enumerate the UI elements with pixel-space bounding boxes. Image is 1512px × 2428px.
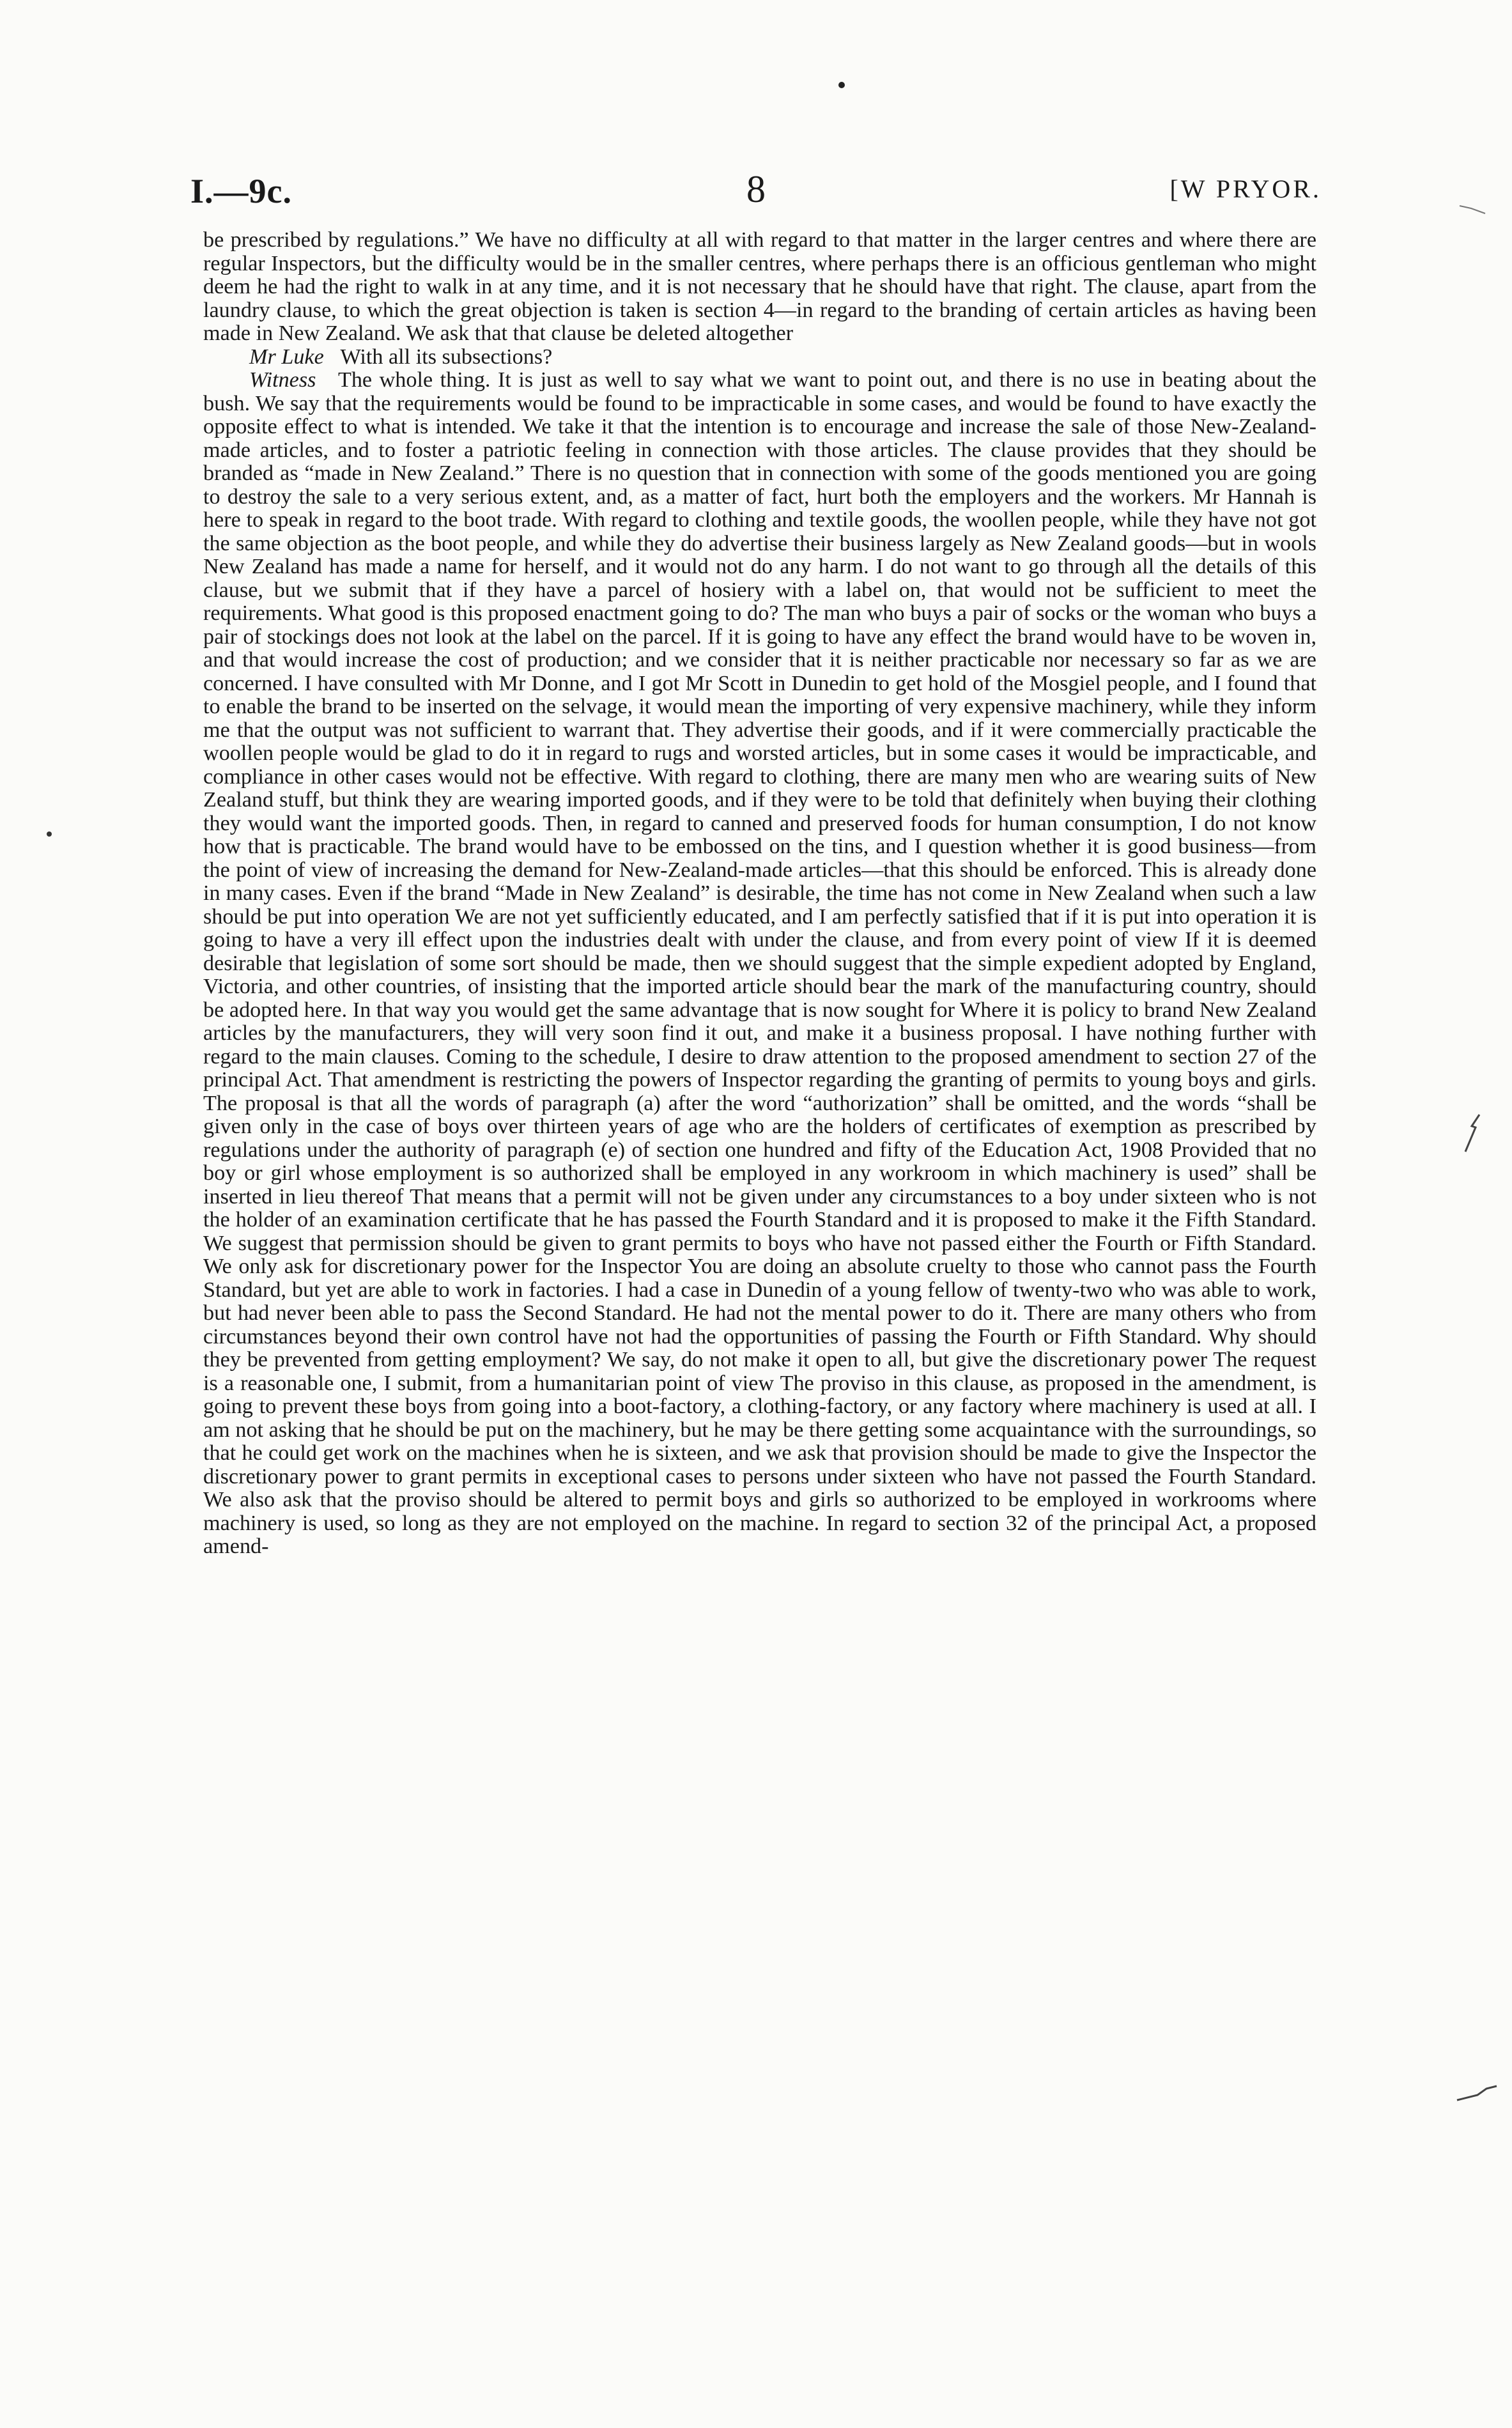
paragraph-text: With all its subsections? xyxy=(340,344,553,369)
paragraph xyxy=(203,369,1316,1559)
margin-tick-icon xyxy=(1460,1112,1486,1157)
body-text xyxy=(203,229,1316,1559)
paragraph-text: The whole thing. It is just as well to say what we want to point out, and there is no use in beating about the bush. We say that the requirements would be found to be impracticable in some cases, and would be found to have exactly the opposite effect to what is intended. We take it that the intention is to encourage and increase the sale of those New-Zealand-made articles, and to foster a patriotic feeling in connection with those articles. The clause provides that they should be branded as “made in New Zealand.” There is no question that in connection with some of the goods mentioned you are going to destroy the sale to a very serious extent, and, as a matter of fact, hurt both the employers and the workers. Mr Hannah is here to speak in regard to the boot trade. With regard to clothing and textile goods, the woollen people, while they have not got the same objection as the boot people, and while they do advertise their business largely as New Zealand goods—but in wools New Zealand has made a name for herself, and it would not do any harm. I do not want to go through all the details of this clause, but we submit that if they have a parcel of hosiery with a label on, that would not be sufficient to meet the requirements. What good is this proposed enactment going to do? The man who buys a pair of socks or the woman who buys a pair of stockings does not look at the label on the parcel. If it is going to have any effect the brand would have to be woven in, and that would increase the cost of production; and we consider that it is neither practicable nor necessary so far as we are concerned. I have consulted with Mr Donne, and I got Mr Scott in Dunedin to get hold of the Mosgiel people, and I found that to enable the brand to be inserted on the selvage, it would mean the importing of very expensive machinery, while they inform me that the output was not sufficient to warrant that. They advertise their goods, and if it were commercially practicable the woollen people would be glad to do it in regard to rugs and worsted articles, but in some cases it would be impracticable, and compliance in other cases would not be effective. With regard to clothing, there are many men who are wearing suits of New Zealand stuff, but think they are wearing imported goods, and if they were to be told that definitely when buying their clothing they would want the imported goods. Then, in regard to canned and preserved foods for human consumption, I do not know how that is practicable. The brand would have to be embossed on the tins, and I question whether it is good business—from the point of view of increasing the demand for New-Zealand-made articles—that this should be enforced. This is already done in many cases. Even if the brand “Made in New Zealand” is desirable, the time has not come in New Zealand when such a law should be put into operation We are not yet sufficiently educated, and I am perfectly satisfied that if it is put into operation it is going to have a very ill effect upon the industries dealt with under the clause, and from every point of view If it is deemed desirable that legislation of some sort should be made, then we should suggest that the simple expedient adopted by England, Victoria, and other countries, of insisting that the imported article should bear the mark of the manufacturing country, should be adopted here. In that way you would get the same advantage that is now sought for Where it is policy to brand New Zealand articles by the manufacturers, they will very soon find it out, and make it a business proposal. I have nothing further with regard to the main clauses. Coming to the schedule, I desire to draw attention to the proposed amendment to section 27 of the principal Act. That amendment is restricting the powers of Inspector regarding the granting of permits to young boys and girls. The proposal is that all the words of paragraph (a) after the word “authorization” shall be omitted, and the words “shall be given only in the case of boys over thirteen years of age who are the holders of certificates of exemption as prescribed by regulations under the authority of paragraph (e) of section one hundred and fifty of the Education Act, 1908 Provided that no boy or girl whose employment is so authorized shall be employed in any workroom in which machinery is used” shall be inserted in lieu thereof That means that a permit will not be given under any circumstances to a boy under sixteen who is not the holder of an examination certificate that he has passed the Fourth Standard and it is proposed to make it the Fifth Standard. We suggest that permission should be given to grant permits to boys who have not passed either the Fourth or Fifth Standard. We only ask for discretionary power for the Inspector You are doing an absolute cruelty to those who cannot pass the Fourth Standard, but yet are able to work in factories. I had a case in Dunedin of a young fellow of twenty-two who was able to work, but had never been able to pass the Second Standard. He had not the mental power to do it. There are many others who from circumstances beyond their own control have not had the opportunities of passing the Fourth or Fifth Standard. Why should they be prevented from getting employment? We say, do not make it open to all, but give the discretionary power The request is a reasonable one, I submit, from a humanitarian point of view The proviso in this clause, as proposed in the amendment, is going to prevent these boys from going into a boot-factory, a clothing-factory, or any factory where machinery is used at all. I am not asking that he should be put on the machinery, but he may be there getting some acquaintance with the surroundings, so that he could get work on the machines when he is sixteen, and we ask that provision should be made to give the Inspector the discretionary power to grant permits in exceptional cases to persons under sixteen who have not passed the Fourth Standard. We also ask that the proviso should be altered to permit boys and girls so authorized to be employed in workrooms where machinery is used, so long as they are not employed on the machine. In regard to section 32 of the principal Act, a proposed amend- xyxy=(203,368,1316,1558)
margin-dot-icon xyxy=(45,830,54,839)
printer-dot-mark xyxy=(838,82,845,88)
speaker-name: Mr Luke xyxy=(249,344,324,369)
document-reference: I.—9c. xyxy=(190,172,292,210)
speaker-name: Witness xyxy=(249,368,316,392)
paragraph xyxy=(203,229,1316,346)
page-number: 8 xyxy=(746,168,766,210)
paragraph-text: be prescribed by regulations.” We have no difficulty at all with regard to that matter in the larger centres and where there are regular Inspectors, but the difficulty would be in the smaller centres, where perhaps there is an officious gentleman who might deem he had the right to walk in at any time, and it is not necessary that he should have that right. The clause, apart from the laundry clause, to which the great objection is taken is section 4—in regard to the branding of certain articles as having been made in New Zealand. We ask that that clause be deleted altogether xyxy=(203,228,1316,345)
page-header xyxy=(190,168,1322,222)
witness-running-head: [W PRYOR. xyxy=(1169,174,1322,203)
margin-scribble-icon xyxy=(1458,203,1490,216)
margin-dash-icon xyxy=(1454,2081,1499,2107)
paragraph xyxy=(203,346,1316,369)
